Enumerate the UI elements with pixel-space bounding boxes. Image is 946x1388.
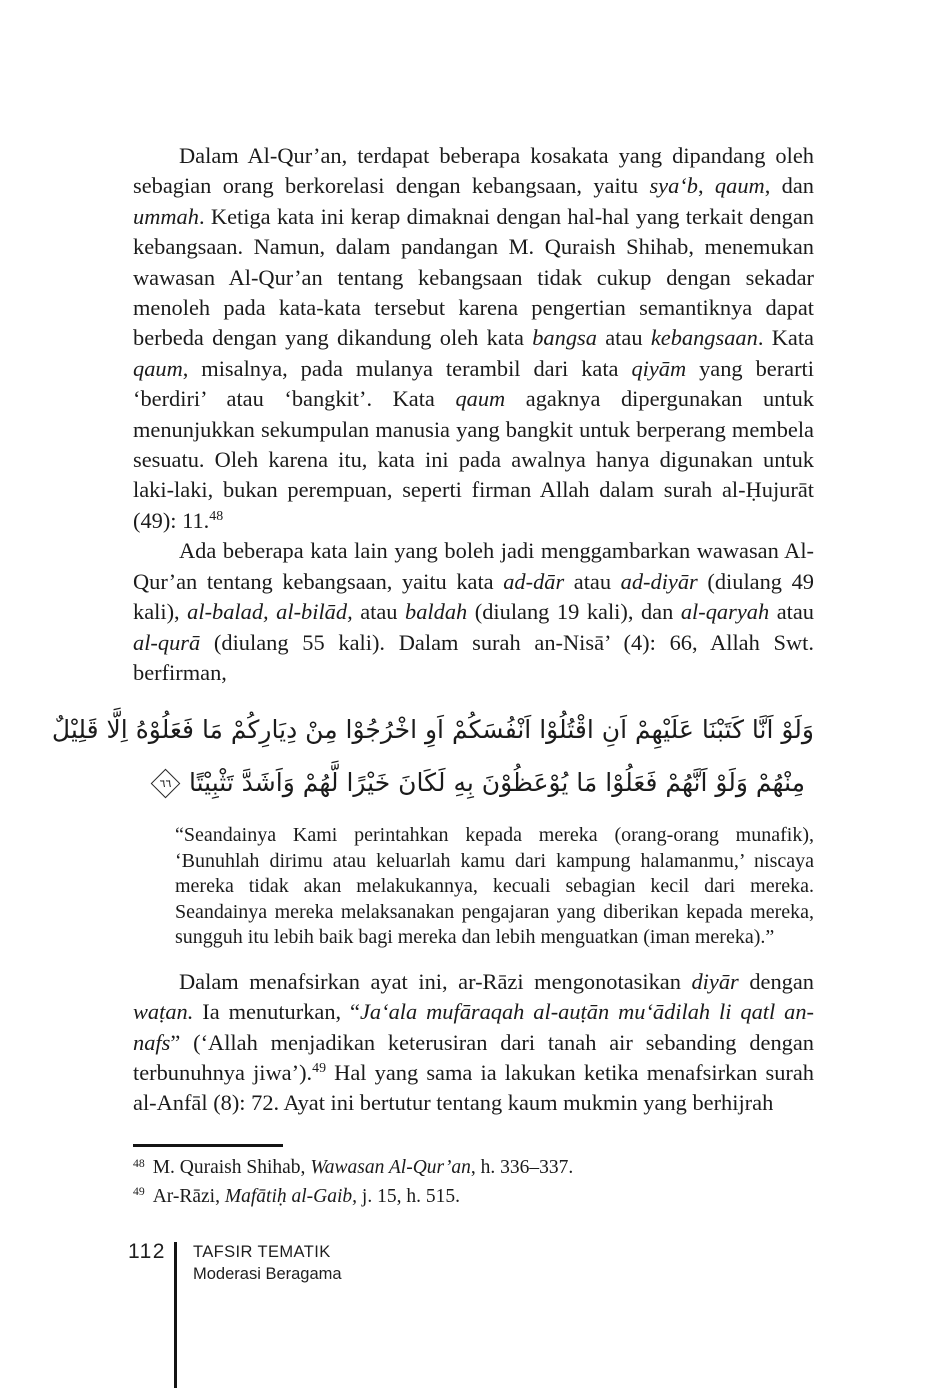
footnote-number: 48 <box>133 1156 145 1170</box>
verse-translation-quote: “Seandainya Kami perintahkan kepada mereka (orang-orang munafik), ‘Bunuhlah dirimu atau keluarlah kamu dari kampung halamanmu,’ niscaya mereka tidak akan melakukannya, kecuali sebagian kecil dari mereka. Seandainya mereka melaksanakan pengajaran yang diberikan kepada mereka, sungguh itu lebih baik bagi mereka dan lebih menguatkan (iman mereka).” <box>175 824 814 949</box>
ayah-number-ornament-icon <box>151 769 181 799</box>
page-body <box>51 0 815 1119</box>
footer-titles <box>193 1241 342 1285</box>
series-title: TAFSIR TEMATIK <box>193 1243 331 1261</box>
footnote-separator-rule <box>133 1144 283 1147</box>
arabic-verse-line-2 <box>133 756 814 809</box>
arabic-verse-line-2-text: مِنْهُمْ وَلَوْ اَنَّهُمْ فَعَلُوْا مَا يُوْعَظُوْنَ بِهِ لَكَانَ خَيْرًا لَّهُمْ وَاَشَدَّ تَثْبِيْتًا <box>188 768 806 798</box>
quran-verse-arabic <box>51 703 814 809</box>
footnote-text: M. Quraish Shihab, Wawasan Al-Qur’an, h. 336–337. <box>152 1157 574 1178</box>
footnote-number: 49 <box>133 1185 145 1199</box>
footnote-text: Ar-Rāzi, Mafātiḥ al-Gaib, j. 15, h. 515. <box>152 1185 460 1207</box>
body-paragraph-1: Dalam Al-Qur’an, terdapat beberapa kosakata yang dipandang oleh sebagian orang berkorelasi dengan kebangsaan, yaitu sya‘b, qaum, dan ummah. Ketiga kata ini kerap dimaknai dengan hal-hal yang terkait dengan kebangsaan. Namun, dalam pandangan M. Quraish Shihab, menemukan wawasan Al-Qur’an tentang kebangsaan tidak cukup dengan sekadar menoleh pada kata-kata tersebut karena pengertian semantiknya dapat berbeda dengan yang dikandung oleh kata bangsa atau kebangsaan. Kata qaum, misalnya, pada mulanya terambil dari kata qiyām yang berarti ‘berdiri’ atau ‘bangkit’. Kata qaum agaknya dipergunakan untuk menunjukkan sekumpulan manusia yang bangkit untuk berperang membela sesuatu. Oleh karena itu, kata ini pada awalnya hanya digunakan untuk laki-laki, bukan perempuan, seperti firman Allah dalam surah al-Ḥujurāt (49): 11.48 <box>133 143 814 533</box>
footnote-49 <box>133 1184 814 1213</box>
body-paragraph-3: Dalam menafsirkan ayat ini, ar-Rāzi mengonotasikan diyār dengan waṭan. Ia menuturkan, “Ja‘ala mufāraqah al-auṭān mu‘ādilah li qatl an-nafs” (‘Allah menjadikan keterusiran dari tanah air sebanding dengan terbunuhnya jiwa’).$^{49}$ Hal yang sama ia lakukan ketika menafsirkan surah al-Anfāl (8): 72. Ayat ini bertutur tentang kaum mukmin yang berhijrah <box>133 968 815 1116</box>
arabic-verse-line-1: وَلَوْ اَنَّا كَتَبْنَا عَلَيْهِمْ اَنِ اقْتُلُوْا اَنْفُسَكُمْ اَوِ اخْرُجُوْا مِنْ دِيَارِكُمْ مَا فَعَلُوْهُ اِلَّا قَلِيْلٌ <box>51 715 814 745</box>
body-paragraph-2: Ada beberapa kata lain yang boleh jadi menggambarkan wawasan Al-Qur’an tentang kebangsaan, yaitu kata ad-dār atau ad-diyār (diulang 49 kali), al-balad, al-bilād, atau baldah (diulang 19 kali), dan al-qaryah atau al-qurā (diulang 55 kali). Dalam surah an-Nisā’ (4): 66, Allah Swt. berfirman, <box>133 538 814 685</box>
page-number: 112 <box>128 1240 166 1263</box>
footer-divider-rule <box>174 1242 177 1388</box>
footnote-48 <box>133 1155 814 1184</box>
book-subtitle: Moderasi Beragama <box>193 1265 342 1283</box>
ayah-number: ٦٦ <box>159 777 172 791</box>
footnotes-section <box>133 1144 814 1212</box>
